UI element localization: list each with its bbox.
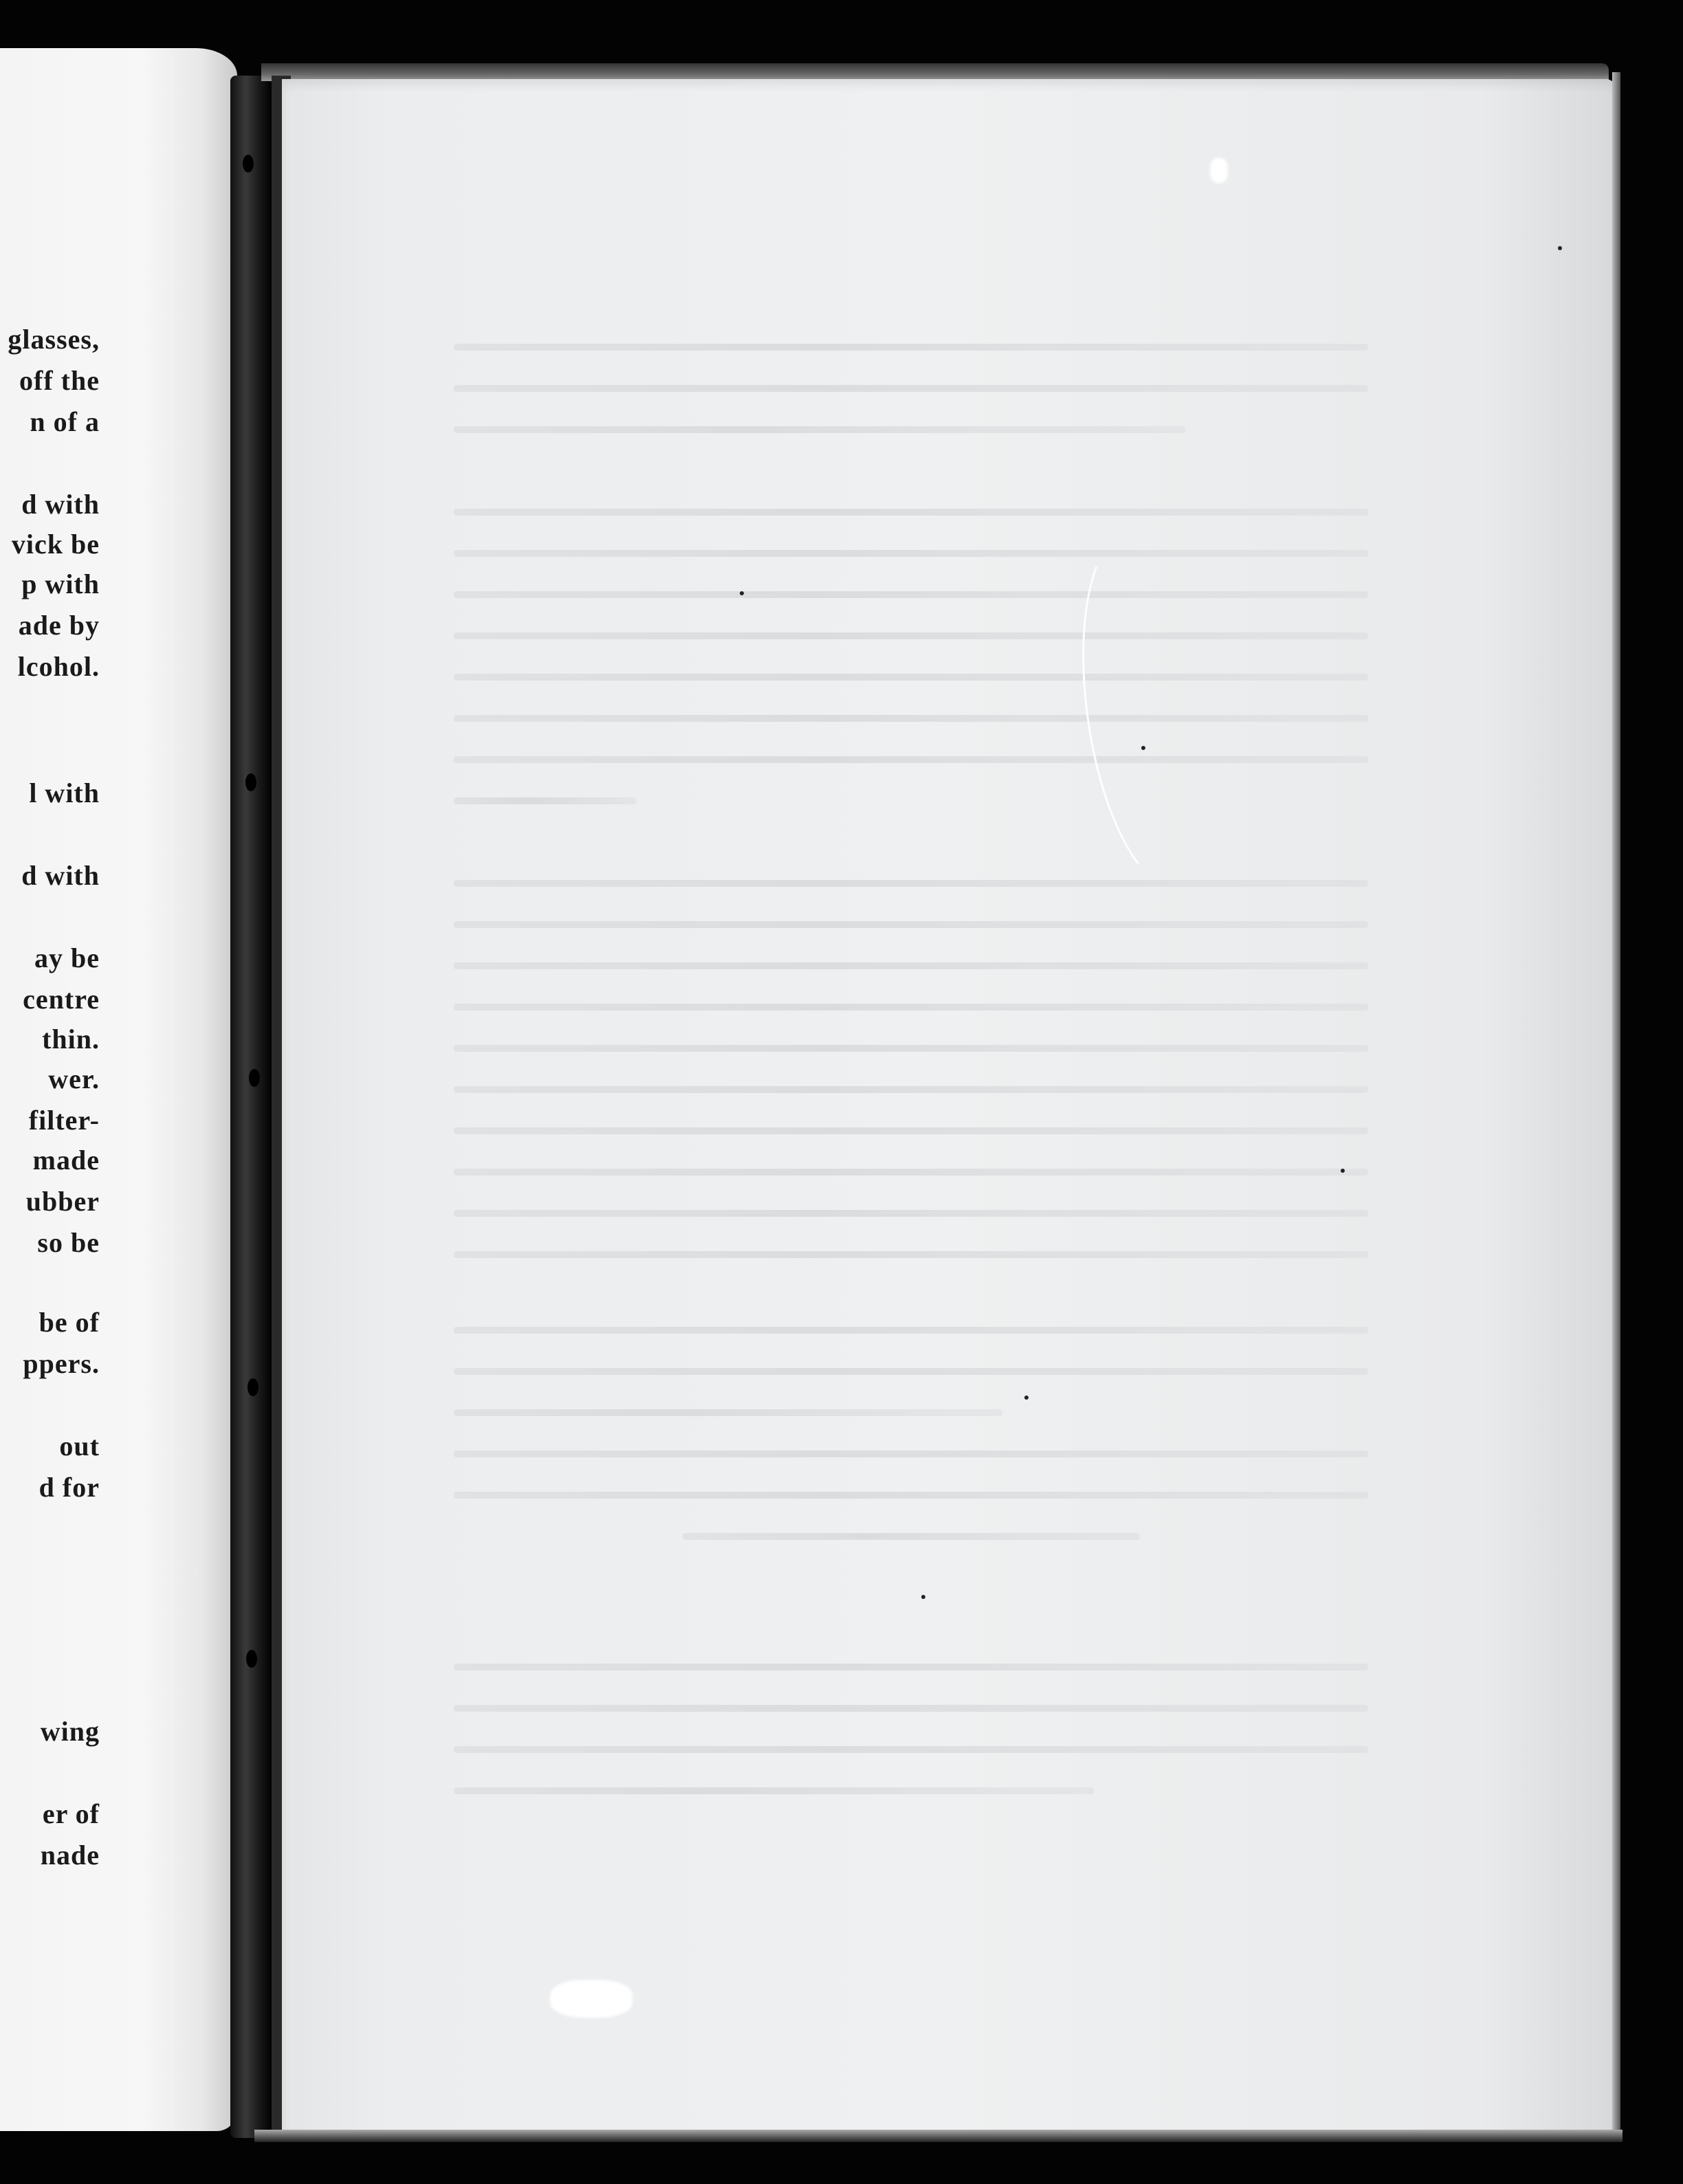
text-line: wer. — [48, 1063, 100, 1094]
previous-page — [0, 48, 237, 2131]
binding-thread-knot — [248, 1378, 258, 1396]
text-line: be of — [38, 1307, 100, 1338]
binding-thread-knot — [246, 1650, 257, 1668]
text-line: wing — [40, 1716, 100, 1747]
text-line: made — [32, 1145, 100, 1176]
text-line: d with — [21, 860, 100, 891]
binding-thread-knot — [249, 1069, 260, 1087]
dust-speck — [740, 591, 744, 595]
dust-speck — [921, 1595, 925, 1599]
text-line: ubber — [25, 1186, 100, 1217]
paper-blemish — [1210, 158, 1228, 183]
dust-speck — [1558, 246, 1562, 250]
page-bottom-edge — [254, 2130, 1622, 2142]
dust-speck — [1341, 1169, 1345, 1173]
dust-speck — [1141, 746, 1145, 750]
text-line: so be — [37, 1227, 100, 1258]
bleed-through-paragraph — [454, 880, 1368, 1292]
text-line: nade — [40, 1840, 100, 1871]
text-line: n of a — [30, 406, 100, 437]
text-line: filter- — [28, 1105, 100, 1136]
text-line: p with — [21, 569, 100, 599]
text-line: vick be — [11, 529, 100, 560]
bleed-through-paragraph — [454, 1664, 1368, 1829]
text-line: d with — [21, 489, 100, 520]
text-line: glasses, — [8, 324, 100, 355]
dust-speck — [1024, 1396, 1028, 1400]
text-line: thin. — [42, 1024, 100, 1055]
text-line: l with — [29, 777, 100, 808]
page-right-edge — [1612, 72, 1620, 2135]
text-line: d for — [38, 1472, 100, 1503]
text-line: er of — [42, 1798, 100, 1829]
binding-thread-knot — [243, 155, 254, 173]
bleed-through-paragraph — [454, 509, 1368, 839]
previous-page-text-column — [0, 48, 100, 2131]
text-line: lcohol. — [17, 651, 100, 682]
bleed-through-paragraph — [454, 344, 1368, 467]
text-line: ay be — [34, 942, 100, 973]
text-line: off the — [19, 365, 100, 396]
binding-thread-knot — [245, 773, 256, 791]
text-line: ppers. — [23, 1348, 100, 1379]
text-line: centre — [23, 984, 100, 1015]
paper-blemish — [550, 1980, 632, 2018]
text-line: ade by — [18, 610, 100, 641]
text-line: out — [59, 1431, 100, 1461]
bleed-through-paragraph — [454, 1327, 1368, 1574]
